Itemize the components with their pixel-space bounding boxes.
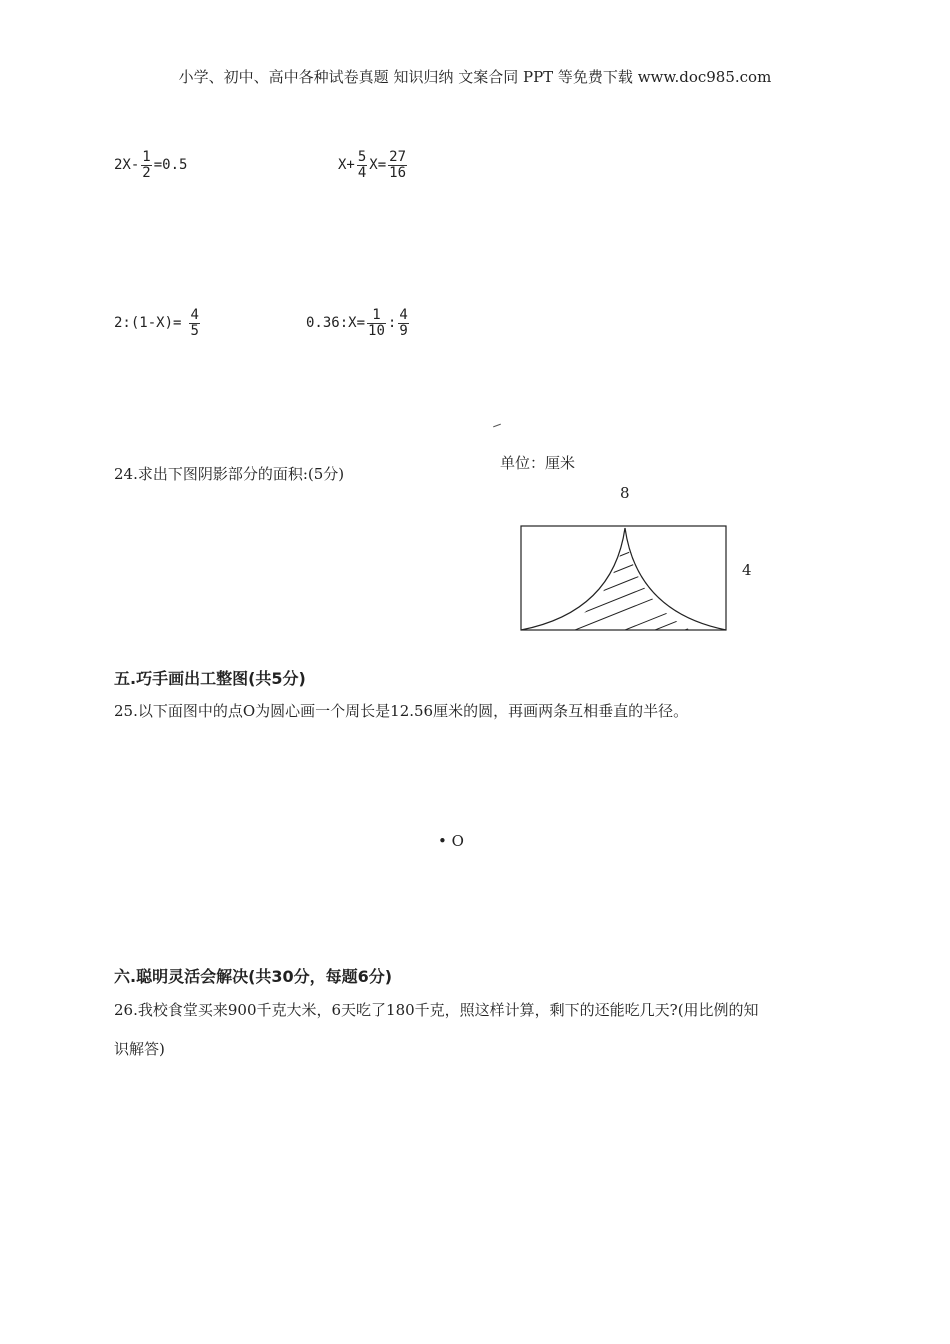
unit-label: 单位：厘米: [500, 454, 576, 472]
shaded-area-figure: [515, 520, 735, 640]
equation-text: X=: [369, 157, 387, 174]
rectangle-outline: [521, 526, 726, 630]
fraction: $\frac{5}{4}$: [357, 149, 367, 181]
dimension-top-label: 8: [620, 484, 630, 502]
equation-text: =0.5: [153, 157, 188, 174]
equation-4: [306, 308, 411, 338]
right-arc: [625, 528, 726, 630]
equation-text: X+: [338, 157, 355, 174]
fraction: $\frac{4}{5}$: [190, 307, 199, 339]
equation-2: [338, 150, 409, 180]
stray-mark: [493, 424, 501, 428]
equation-text: :: [387, 315, 397, 332]
question-26-line1: 26.我校食堂买来900千克大米，6天吃了180千克，照这样计算，剩下的还能吃几天?(用比例的知: [114, 1001, 759, 1019]
dimension-right-label: 4: [742, 561, 752, 579]
equation-text: 0.36:X=: [306, 315, 366, 332]
equation-text: 2X-: [114, 157, 140, 174]
fraction: $\frac{27}{16}$: [389, 149, 407, 181]
page-header: 小学、初中、高中各种试卷真题 知识归纳 文案合同 PPT 等免费下载 www.doc985.com: [178, 68, 772, 86]
question-25: 25.以下面图中的点O为圆心画一个周长是12.56厘米的圆，再画两条互相垂直的半径。: [114, 702, 689, 720]
fraction: $\frac{1}{2}$: [142, 149, 151, 181]
equation-3: [114, 308, 202, 338]
question-24: 24.求出下图阴影部分的面积:(5分): [114, 465, 345, 483]
section-6-title: 六.聪明灵活会解决(共30分，每题6分): [114, 967, 393, 986]
point-o-label: • O: [438, 832, 464, 850]
fraction: $\frac{1}{10}$: [368, 307, 385, 339]
equation-1: [114, 150, 187, 180]
section-5-title: 五.巧手画出工整图(共5分): [114, 669, 306, 688]
fraction: $\frac{4}{9}$: [399, 307, 408, 339]
equation-text: 2:(1-X)=: [114, 315, 182, 332]
question-26-line2: 识解答): [114, 1040, 165, 1058]
left-arc: [521, 528, 625, 630]
